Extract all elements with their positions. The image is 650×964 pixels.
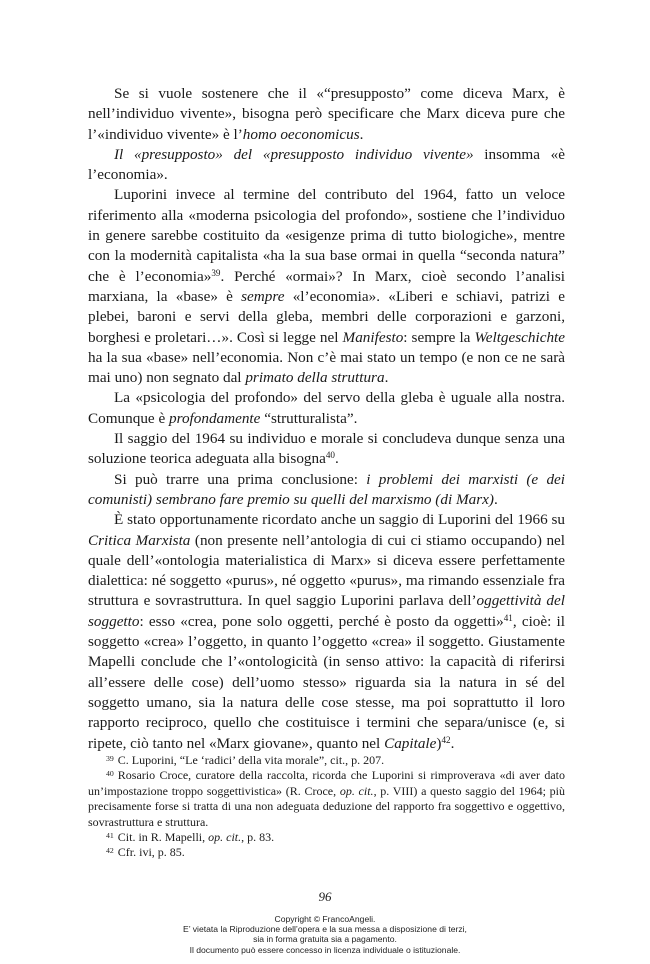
italic-text: Capitale bbox=[384, 734, 437, 752]
copyright-line: E’ vietata la Riproduzione dell’opera e la sua messa a disposizione di terzi, bbox=[183, 924, 467, 935]
copyright-notice bbox=[0, 914, 650, 955]
paragraph bbox=[88, 388, 565, 429]
footnote bbox=[88, 768, 565, 830]
italic-text: primato della struttura bbox=[245, 369, 385, 387]
text-run: Il saggio del 1964 su individuo e morale si concludeva dunque senza una soluzione teorica adeguata alla bisogna bbox=[88, 430, 565, 468]
paragraph bbox=[88, 510, 565, 754]
text-run: ha la sua «base» nell’economia. Non c’è mai stato un tempo (e non ce ne sarà mai uno) non segnato dal bbox=[88, 348, 565, 387]
italic-text: Manifesto bbox=[342, 328, 404, 346]
text-run: Si può trarre una prima conclusione: bbox=[114, 470, 367, 488]
italic-text: op. cit. bbox=[208, 830, 242, 845]
text-run: . bbox=[334, 450, 339, 468]
copyright-line: Il documento può essere concesso in licenza individuale o istituzionale. bbox=[189, 944, 461, 955]
text-run: (non presente nell’antologia di cui ci stiamo occupando) nel quale dell’«ontologia materialistica di Marx» si diceva essere perfettamente dialettica: né soggetto «purus», né oggetto «purus», ma rimando essenziale fra struttura e sovrastruttura. In quel saggio Luporini parlava dell’ bbox=[88, 531, 565, 610]
text-run: , cioè: il soggetto «crea» l’oggetto, in quanto l’oggetto «crea» il soggetto. Giustamente Mapelli conclude che l’«ontologicità (in senso attivo: la capacità di riferirsi all’essere delle cose) dell’uomo stesso» riguarda sia la natura in sé del soggetto umano, sia la natura delle cose stesse, ma poi soprattutto il loro rapporto reciproco, quello che costituisce i termini che separa/unisce (e, si ripete, ciò tanto nel «Marx giovane», quanto nel bbox=[88, 612, 565, 752]
text-run: . bbox=[493, 490, 498, 508]
footnote bbox=[88, 845, 565, 860]
text-run: . bbox=[450, 734, 455, 752]
footnote-ref: 42 bbox=[441, 734, 451, 745]
text-run: C. Luporini, “Le ‘radici’ della vita morale”, cit., p. 207. bbox=[117, 753, 385, 767]
text-run: La «psicologia del profondo» del servo della gleba è uguale alla nostra. Comunque è bbox=[88, 389, 565, 427]
text-run: Rosario Croce, curatore della raccolta, ricorda che Luporini si rimproverava «di aver dato un’impostazione troppo soggettivistica» (R. Croce, bbox=[88, 768, 565, 798]
text-run: . bbox=[384, 369, 389, 387]
copyright-line: sia in forma gratuita sia a pagamento. bbox=[253, 934, 397, 945]
italic-text: op. cit. bbox=[339, 783, 374, 798]
footnote-ref: 39 bbox=[211, 267, 221, 278]
text-run: Cit. in R. Mapelli, bbox=[117, 830, 209, 845]
text-run: Se si vuole sostenere che il «“presupposto” come diceva Marx, è nell’individuo vivente», bisogna però specificare che Marx diceva pure che l’«individuo vivente» è l’ bbox=[88, 85, 565, 143]
italic-text: sempre bbox=[241, 287, 285, 305]
footnote-number: 41 bbox=[106, 830, 114, 840]
italic-text: profondamente bbox=[169, 409, 261, 427]
text-run: ) bbox=[436, 734, 442, 752]
copyright-line: Copyright © FrancoAngeli. bbox=[274, 914, 376, 924]
main-text bbox=[88, 84, 565, 754]
italic-text: Weltgeschichte bbox=[474, 328, 566, 346]
paragraph bbox=[88, 185, 565, 388]
text-run: : esso «crea, pone solo oggetti, perché è posto da oggetti» bbox=[139, 612, 504, 630]
text-run: , p. VIII) a questo saggio del 1964; più precisamente forse si tratta di una non adeguata deduzione del rapporto fra soggettivo e oggettivo, sovrastruttura e struttura. bbox=[88, 783, 565, 829]
paragraph bbox=[88, 145, 565, 186]
text-run: . Perché «ormai»? In Marx, cioè secondo l’analisi marxiana, la «base» è bbox=[88, 267, 565, 305]
italic-text: oggettività del soggetto bbox=[88, 592, 565, 630]
text-run: «l’economia». «Liberi e schiavi, patrizi e plebei, baroni e servi della gleba, membri delle corporazioni e garzoni, borghesi e proletari…». Così si legge nel bbox=[88, 287, 565, 346]
text-run: : sempre la bbox=[403, 328, 475, 346]
footnote bbox=[88, 753, 565, 768]
paragraph bbox=[88, 429, 565, 470]
footnote-ref: 41 bbox=[503, 612, 513, 623]
text-run: “strutturalista”. bbox=[260, 409, 358, 427]
text-run: È stato opportunamente ricordato anche un saggio di Luporini del 1966 su bbox=[114, 511, 565, 529]
footnote-number: 39 bbox=[106, 753, 114, 763]
italic-text: Il «presupposto» del «presupposto individuo vivente» bbox=[114, 145, 474, 163]
footnotes bbox=[88, 753, 565, 861]
page-number: 96 bbox=[318, 889, 332, 904]
paragraph bbox=[88, 470, 565, 511]
italic-text: Critica Marxista bbox=[88, 531, 191, 549]
italic-text: homo oeconomicus bbox=[242, 125, 360, 143]
footnote bbox=[88, 830, 565, 845]
text-run: , p. 83. bbox=[241, 830, 275, 845]
footnote-number: 40 bbox=[106, 768, 114, 778]
footnote-number: 42 bbox=[106, 845, 114, 855]
text-run: Cfr. ivi, p. 85. bbox=[117, 845, 185, 860]
italic-text: i problemi dei marxisti (e dei comunisti) sembrano fare premio su quelli del marxismo (di Marx) bbox=[88, 470, 565, 508]
paragraph bbox=[88, 84, 565, 145]
text-run: Luporini invece al termine del contributo del 1964, fatto un veloce riferimento alla «moderna psicologia del profondo», sostiene che l’individuo in genere sarebbe costituito da «esigenze prima di tutto biologiche», mentre con la modernità capitalista «ha la sua base ormai in quella “seconda natura” che è l’economia» bbox=[88, 186, 565, 285]
text-run: insomma «è l’economia». bbox=[88, 145, 565, 184]
text-run: . bbox=[359, 125, 364, 143]
footnote-ref: 40 bbox=[325, 450, 335, 461]
